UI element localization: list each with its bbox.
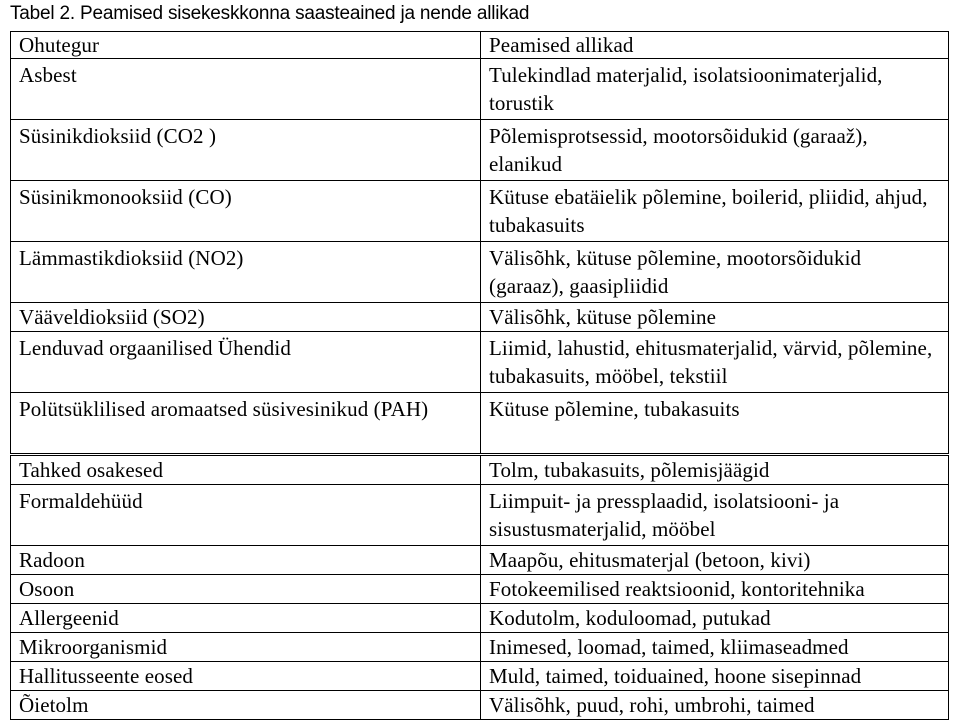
table-row bbox=[11, 604, 949, 633]
table-caption: Tabel 2. Peamised sisekeskkonna saasteained ja nende allikad bbox=[10, 3, 530, 24]
hazard-cell: Süsinikdioksiid (CO2 ) bbox=[11, 120, 481, 181]
table-row bbox=[11, 485, 949, 546]
table-row bbox=[11, 546, 949, 575]
header-hazard: Ohutegur bbox=[11, 32, 481, 59]
sources-cell: Maapõu, ehitusmaterjal (betoon, kivi) bbox=[481, 546, 949, 575]
table-row bbox=[11, 332, 949, 393]
hazard-cell: Tahked osakesed bbox=[11, 455, 481, 485]
table-row bbox=[11, 303, 949, 332]
table-row bbox=[11, 633, 949, 662]
table-row bbox=[11, 59, 949, 120]
table-row bbox=[11, 393, 949, 455]
hazard-cell: Süsinikmonooksiid (CO) bbox=[11, 181, 481, 242]
sources-cell: Välisõhk, puud, rohi, umbrohi, taimed bbox=[481, 691, 949, 720]
table-row bbox=[11, 662, 949, 691]
sources-cell: Liimpuit- ja pressplaadid, isolatsiooni- ja sisustusmaterjalid, mööbel bbox=[481, 485, 949, 546]
sources-cell: Muld, taimed, toiduained, hoone sisepinnad bbox=[481, 662, 949, 691]
hazard-cell: Mikroorganismid bbox=[11, 633, 481, 662]
hazard-cell: Lenduvad orgaanilised Ühendid bbox=[11, 332, 481, 393]
hazard-cell: Lämmastikdioksiid (NO2) bbox=[11, 242, 481, 303]
sources-cell: Põlemisprotsessid, mootorsõidukid (garaaž), elanikud bbox=[481, 120, 949, 181]
hazard-cell: Vääveldioksiid (SO2) bbox=[11, 303, 481, 332]
header-sources: Peamised allikad bbox=[481, 32, 949, 59]
sources-cell: Tolm, tubakasuits, põlemisjäägid bbox=[481, 455, 949, 485]
sources-cell: Fotokeemilised reaktsioonid, kontoritehnika bbox=[481, 575, 949, 604]
sources-cell: Kodutolm, koduloomad, putukad bbox=[481, 604, 949, 633]
sources-cell: Inimesed, loomad, taimed, kliimaseadmed bbox=[481, 633, 949, 662]
sources-cell: Tulekindlad materjalid, isolatsioonimaterjalid, torustik bbox=[481, 59, 949, 120]
hazard-cell: Radoon bbox=[11, 546, 481, 575]
hazard-cell: Allergeenid bbox=[11, 604, 481, 633]
hazard-cell: Polütsüklilised aromaatsed süsivesinikud (PAH) bbox=[11, 393, 481, 455]
table-row bbox=[11, 242, 949, 303]
table-row bbox=[11, 575, 949, 604]
table-header-row bbox=[11, 32, 949, 59]
sources-cell: Liimid, lahustid, ehitusmaterjalid, värvid, põlemine, tubakasuits, mööbel, tekstiil bbox=[481, 332, 949, 393]
sources-cell: Kütuse põlemine, tubakasuits bbox=[481, 393, 949, 455]
sources-cell: Kütuse ebatäielik põlemine, boilerid, pliidid, ahjud, tubakasuits bbox=[481, 181, 949, 242]
sources-cell: Välisõhk, kütuse põlemine bbox=[481, 303, 949, 332]
table-row bbox=[11, 120, 949, 181]
hazard-cell: Hallitusseente eosed bbox=[11, 662, 481, 691]
table-row bbox=[11, 181, 949, 242]
hazard-cell: Asbest bbox=[11, 59, 481, 120]
sources-cell: Välisõhk, kütuse põlemine, mootorsõidukid (garaaz), gaasipliidid bbox=[481, 242, 949, 303]
table-row bbox=[11, 455, 949, 485]
pollutants-table bbox=[10, 31, 949, 720]
hazard-cell: Formaldehüüd bbox=[11, 485, 481, 546]
hazard-cell: Õietolm bbox=[11, 691, 481, 720]
hazard-cell: Osoon bbox=[11, 575, 481, 604]
table-row bbox=[11, 691, 949, 720]
